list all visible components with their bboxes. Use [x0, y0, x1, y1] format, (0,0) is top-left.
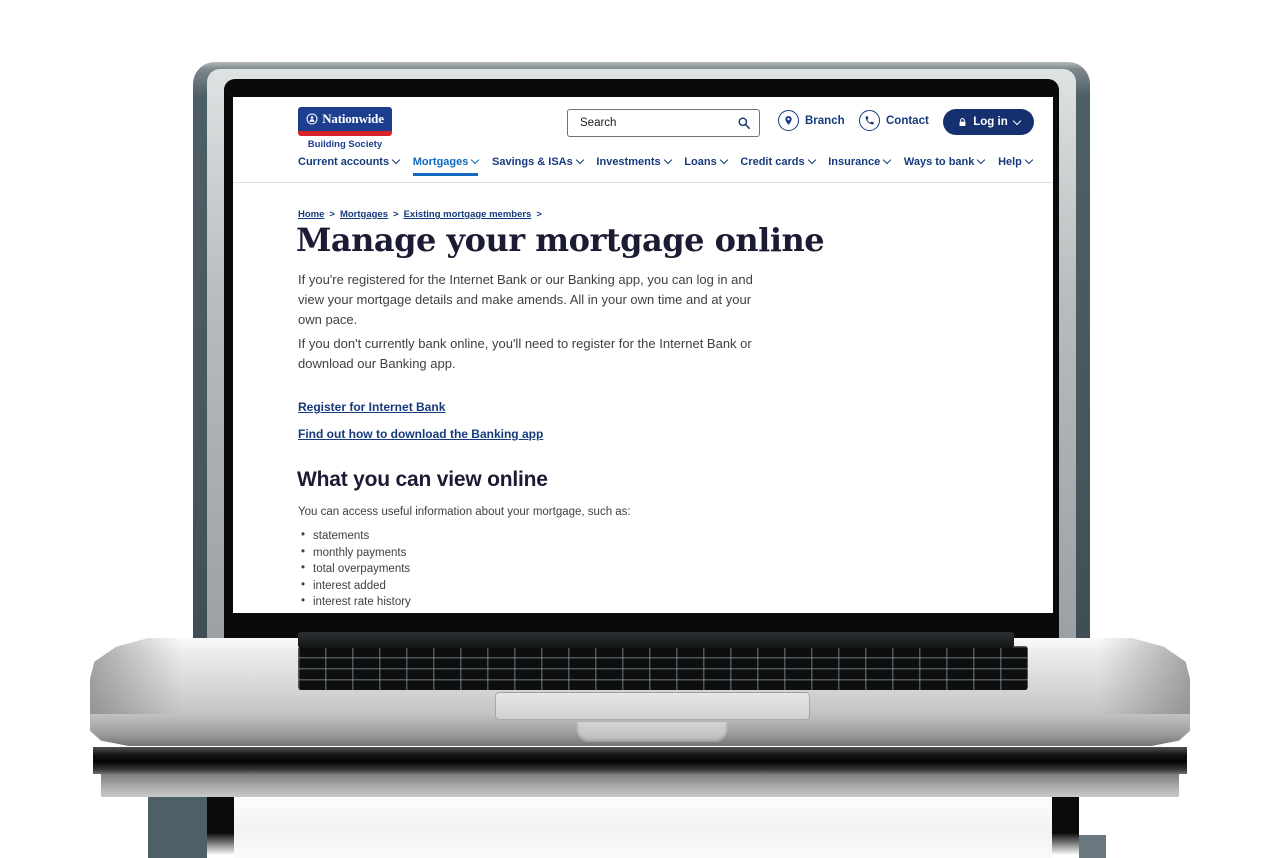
list-item: • monthly payments	[298, 547, 411, 564]
intro-paragraph-2: If you don't currently bank online, you'll need to register for the Internet Bank or download our Banking app.	[298, 336, 752, 371]
breadcrumb-separator: >	[329, 209, 335, 220]
contact-label: Contact	[886, 114, 929, 127]
logo-box	[298, 107, 392, 131]
logo-wordmark: Nationwide	[322, 111, 384, 126]
breadcrumb-separator: >	[536, 209, 542, 220]
breadcrumb	[298, 209, 542, 220]
chevron-down-icon	[883, 156, 891, 164]
branch-link[interactable]	[778, 110, 845, 131]
reflection-lid-edge-left	[148, 797, 207, 858]
search-icon[interactable]	[737, 116, 751, 130]
reflection-bezel-right	[1052, 797, 1079, 855]
nav-item-investments[interactable]: Investments	[596, 156, 670, 168]
nav-item-loans[interactable]: Loans	[684, 156, 726, 168]
nav-divider	[233, 182, 1053, 183]
search-input[interactable]	[578, 116, 737, 130]
chevron-down-icon	[392, 156, 400, 164]
nav-item-credit-cards[interactable]: Credit cards	[740, 156, 814, 168]
chevron-down-icon	[471, 156, 479, 164]
list-item: • interest added	[298, 580, 411, 597]
login-button[interactable]	[943, 109, 1034, 135]
reflection-deck	[101, 774, 1179, 797]
laptop-keyboard	[298, 646, 1028, 690]
breadcrumb-link-home[interactable]: Home	[298, 209, 325, 220]
reflection-screen	[234, 797, 1052, 858]
chevron-down-icon	[807, 156, 815, 164]
search-box	[567, 109, 760, 137]
nav-item-help[interactable]: Help	[998, 156, 1032, 168]
nav-item-current-accounts[interactable]: Current accounts	[298, 156, 399, 168]
chevron-down-icon	[1025, 156, 1033, 164]
list-item: • statements	[298, 530, 411, 547]
chevron-down-icon	[977, 156, 985, 164]
chevron-down-icon	[719, 156, 727, 164]
page-title: Manage your mortgage online	[296, 221, 825, 259]
laptop-reflection	[0, 747, 1288, 858]
branch-label: Branch	[805, 114, 845, 127]
nav-item-savings-isas[interactable]: Savings & ISAs	[492, 156, 583, 168]
breadcrumb-separator: >	[393, 209, 399, 220]
breadcrumb-link-existing-mortgage-members[interactable]: Existing mortgage members	[403, 209, 532, 220]
phone-icon	[859, 110, 880, 131]
reflection-lid-edge-right	[1079, 835, 1106, 858]
chevron-down-icon	[576, 156, 584, 164]
nav-item-ways-to-bank[interactable]: Ways to bank	[904, 156, 985, 168]
nationwide-logo[interactable]	[298, 107, 392, 136]
section-lead: You can access useful information about your mortgage, such as:	[298, 506, 631, 518]
nav-item-mortgages[interactable]: Mortgages	[413, 156, 479, 168]
browser-viewport	[233, 97, 1053, 613]
register-internet-bank-link[interactable]: Register for Internet Bank	[298, 400, 446, 414]
reflection-front-edge	[93, 747, 1187, 774]
contact-link[interactable]	[859, 110, 929, 131]
chevron-down-icon	[1013, 116, 1021, 124]
lock-icon	[957, 117, 968, 128]
benefits-list	[298, 530, 411, 613]
laptop-base	[90, 638, 1190, 746]
login-label: Log in	[973, 116, 1008, 128]
location-pin-icon	[778, 110, 799, 131]
laptop-hinge	[298, 632, 1014, 648]
logo-red-stripe	[298, 131, 392, 136]
breadcrumb-link-mortgages[interactable]: Mortgages	[339, 209, 389, 220]
intro-paragraph-1: If you're registered for the Internet Bank or our Banking app, you can log in and view your mortgage details and make amends. All in your own time and at your own pace.	[298, 272, 753, 327]
reflection-bezel-left	[207, 797, 234, 855]
section-heading: What you can view online	[297, 468, 548, 491]
laptop-trackpad	[495, 692, 810, 720]
laptop-front-notch	[577, 722, 727, 742]
chevron-down-icon	[663, 156, 671, 164]
list-item: • total overpayments	[298, 563, 411, 580]
logo-tagline: Building Society	[307, 139, 383, 150]
download-banking-app-link[interactable]: Find out how to download the Banking app	[298, 427, 544, 441]
main-nav	[298, 156, 1032, 168]
logo-emblem-icon	[306, 113, 318, 125]
list-item: • interest rate history	[298, 596, 411, 613]
nav-item-insurance[interactable]: Insurance	[828, 156, 890, 168]
